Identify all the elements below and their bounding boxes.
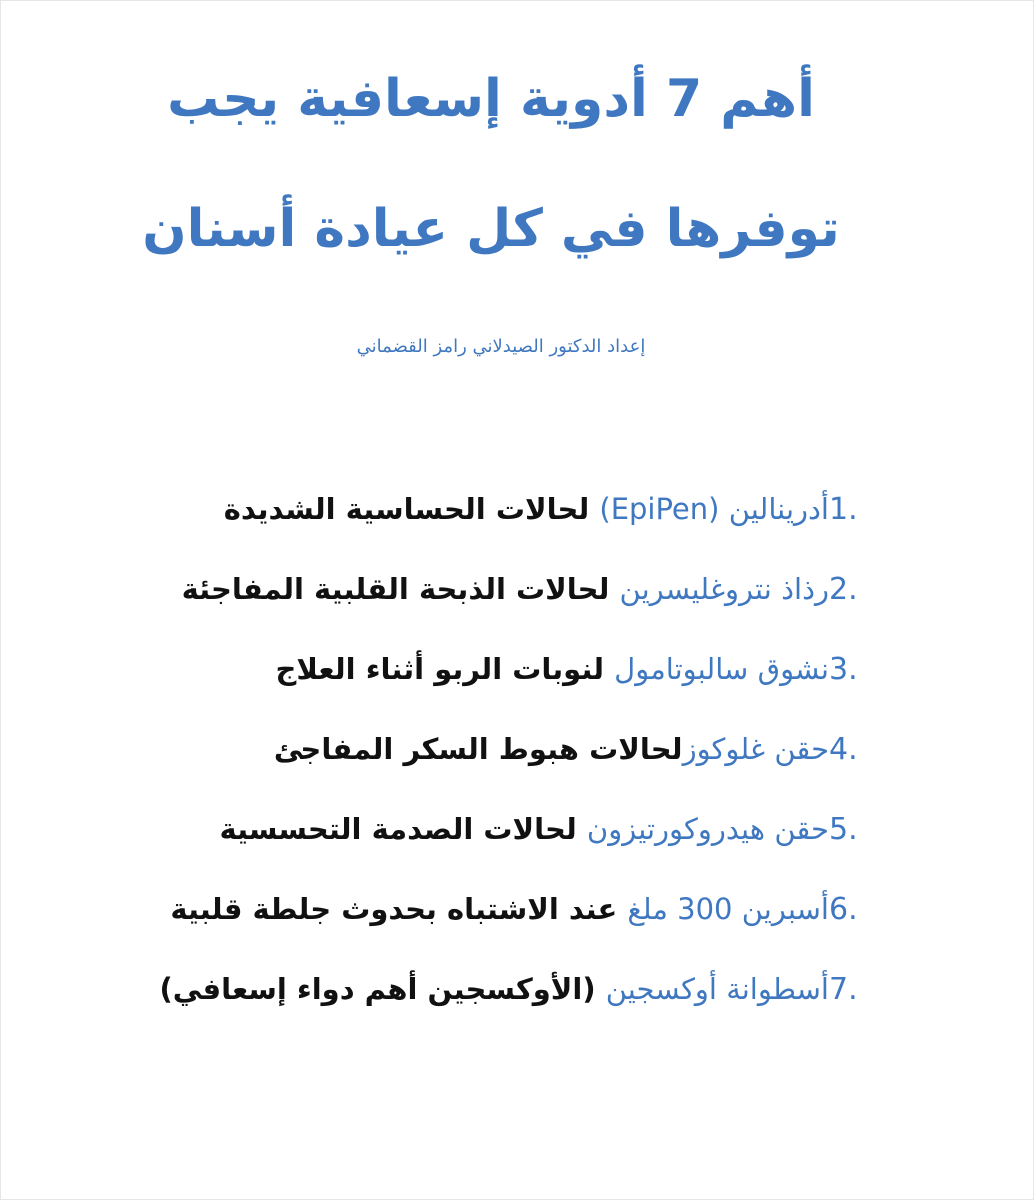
drug-use: لحالات الحساسية الشديدة bbox=[223, 492, 600, 526]
medication-list bbox=[125, 469, 885, 1029]
list-item bbox=[125, 949, 885, 1029]
list-item-text bbox=[276, 652, 830, 686]
list-item-text bbox=[182, 572, 829, 606]
drug-name: أدرينالين (EpiPen) bbox=[599, 492, 829, 526]
list-item-number: 6. bbox=[829, 891, 858, 927]
list-item-text bbox=[160, 972, 830, 1006]
list-item bbox=[125, 469, 885, 549]
list-item-number: 3. bbox=[829, 651, 858, 687]
list-item-text bbox=[274, 732, 829, 766]
list-item-number: 1. bbox=[829, 491, 858, 527]
drug-name: رذاذ نتروغليسرين bbox=[619, 572, 829, 606]
page-title-line-1: أهم 7 أدوية إسعافية يجب bbox=[167, 69, 815, 129]
drug-use: عند الاشتباه بحدوث جلطة قلبية bbox=[170, 892, 628, 926]
list-item bbox=[125, 869, 885, 949]
list-item bbox=[125, 629, 885, 709]
drug-use: لحالات الذبحة القلبية المفاجئة bbox=[181, 572, 620, 606]
drug-name: حقن غلوكوز bbox=[682, 732, 829, 766]
drug-use: (الأوكسجين أهم دواء إسعافي) bbox=[159, 972, 606, 1006]
list-item-number: 4. bbox=[829, 731, 858, 767]
drug-name: أسبرين 300 ملغ bbox=[627, 892, 829, 926]
drug-use: لنوبات الربو أثناء العلاج bbox=[275, 652, 615, 686]
list-item bbox=[125, 549, 885, 629]
list-item-number: 7. bbox=[829, 971, 858, 1007]
list-item-number: 5. bbox=[829, 811, 858, 847]
page-title-line-2: توفرها في كل عيادة أسنان bbox=[142, 199, 840, 259]
drug-use: لحالات هبوط السكر المفاجئ bbox=[273, 732, 683, 766]
list-item bbox=[125, 789, 885, 869]
author-credit: إعداد الدكتور الصيدلاني رامز القضماني bbox=[356, 336, 646, 357]
drug-use: لحالات الصدمة التحسسية bbox=[219, 812, 587, 846]
drug-name: أسطوانة أوكسجين bbox=[605, 972, 829, 1006]
list-item bbox=[125, 709, 885, 789]
list-item-number: 2. bbox=[829, 571, 858, 607]
drug-name: حقن هيدروكورتيزون bbox=[586, 812, 829, 846]
list-item-text bbox=[219, 812, 829, 846]
list-item-text bbox=[170, 892, 829, 926]
drug-name: نشوق سالبوتامول bbox=[614, 652, 829, 686]
list-item-text bbox=[224, 492, 829, 526]
